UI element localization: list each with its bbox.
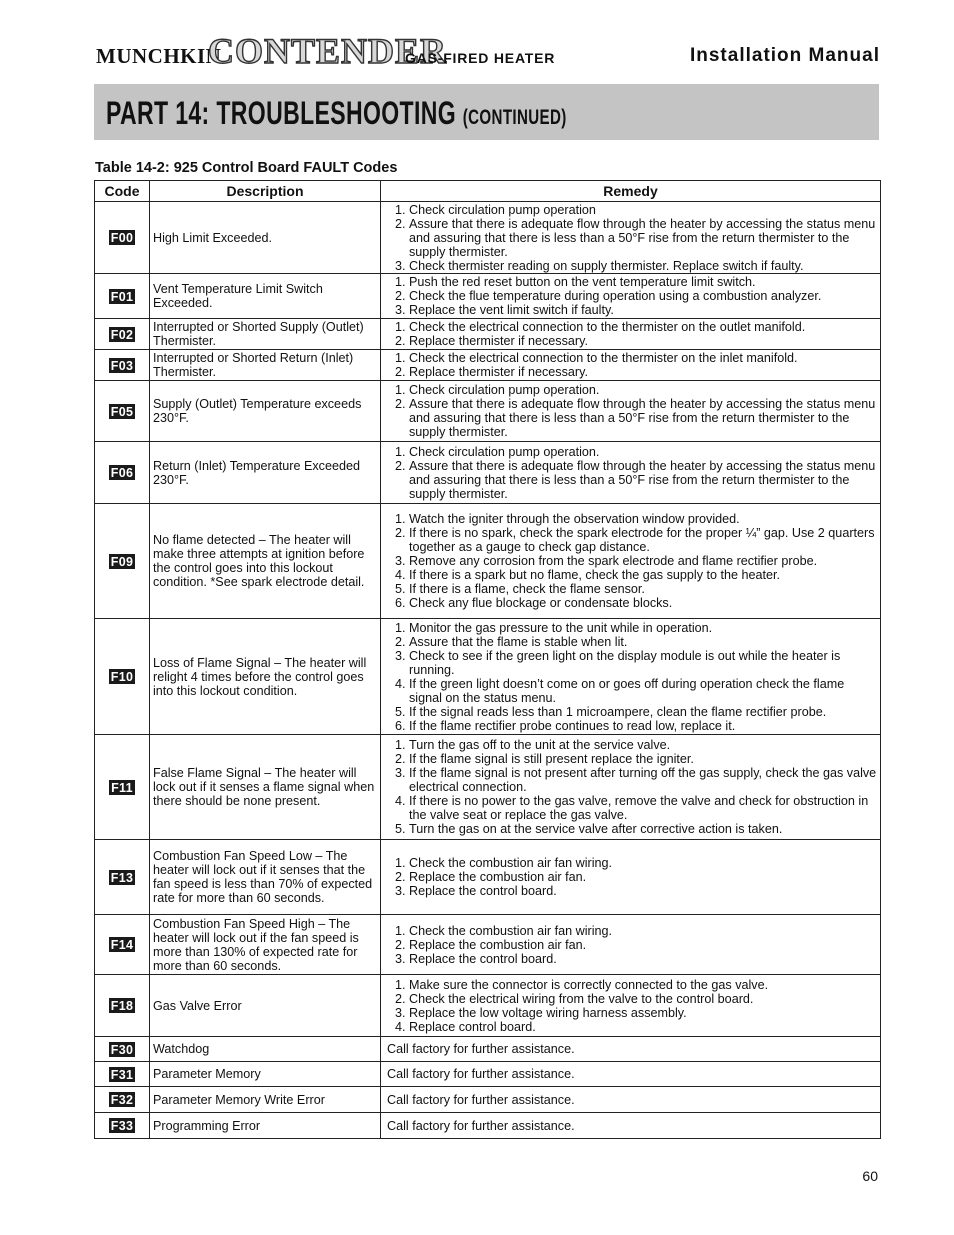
remedy-step: 2. Replace the combustion air fan.	[409, 938, 877, 952]
fault-code-badge: F03	[110, 358, 134, 373]
remedy-step: 2. If the flame signal is still present replace the igniter.	[409, 752, 877, 766]
fault-code-cell	[95, 1113, 150, 1139]
fault-code-cell	[95, 840, 150, 915]
table-row	[95, 619, 881, 735]
remedy-step: 3. Replace the control board.	[409, 952, 877, 966]
fault-codes-table	[94, 180, 881, 1139]
remedy-step: 2. Assure that there is adequate flow through the heater by accessing the status menu and assuring that there is less than a 50°F rise from the return thermister to the supply thermister.	[409, 217, 877, 259]
table-row	[95, 1087, 881, 1113]
fault-remedy	[381, 840, 881, 915]
remedy-steps	[384, 351, 877, 379]
fault-remedy	[381, 915, 881, 975]
fault-description: Programming Error	[150, 1113, 381, 1139]
remedy-step: 2. Replace the combustion air fan.	[409, 870, 877, 884]
section-title-suffix: (CONTINUED)	[462, 106, 567, 129]
remedy-step: 2. Assure that there is adequate flow through the heater by accessing the status menu and assuring that there is less than a 50°F rise from the return thermister to the supply thermister.	[409, 459, 877, 501]
remedy-step: 2. Check the electrical wiring from the valve to the control board.	[409, 992, 877, 1006]
remedy-step: 4. If there is no power to the gas valve, remove the valve and check for obstruction in the valve seat or replace the gas valve.	[409, 794, 877, 822]
fault-code-cell	[95, 975, 150, 1037]
fault-code-cell	[95, 1087, 150, 1113]
fault-description: Vent Temperature Limit Switch Exceeded.	[150, 274, 381, 319]
fault-description: Supply (Outlet) Temperature exceeds 230°F.	[150, 381, 381, 442]
remedy-steps	[384, 924, 877, 966]
fault-remedy	[381, 619, 881, 735]
fault-code-badge: F33	[110, 1119, 134, 1133]
remedy-steps	[384, 445, 877, 501]
fault-description: Loss of Flame Signal – The heater will relight 4 times before the control goes into this lockout condition.	[150, 619, 381, 735]
fault-remedy	[381, 274, 881, 319]
remedy-step: 1. Check circulation pump operation	[409, 203, 877, 217]
fault-description: Parameter Memory Write Error	[150, 1087, 381, 1113]
fault-remedy	[381, 202, 881, 274]
fault-description: Return (Inlet) Temperature Exceeded 230°F.	[150, 442, 381, 504]
remedy-step: 5. Turn the gas on at the service valve after corrective action is taken.	[409, 822, 877, 836]
table-row	[95, 975, 881, 1037]
table-row	[95, 504, 881, 619]
remedy-steps	[384, 856, 877, 898]
remedy-step: 3. Check to see if the green light on the display module is out while the heater is running.	[409, 649, 877, 677]
remedy-steps	[384, 383, 877, 439]
table-body	[95, 202, 881, 1139]
fault-code-badge: F06	[110, 466, 134, 480]
remedy-step: 1. Make sure the connector is correctly connected to the gas valve.	[409, 978, 877, 992]
page-number: 60	[862, 1168, 878, 1184]
fault-remedy: Call factory for further assistance.	[381, 1062, 881, 1087]
fault-remedy: Call factory for further assistance.	[381, 1087, 881, 1113]
table-row	[95, 319, 881, 350]
fault-description: Combustion Fan Speed Low – The heater will lock out if it senses that the fan speed is less than 70% of expected rate for more than 60 seconds.	[150, 840, 381, 915]
fault-description: Interrupted or Shorted Supply (Outlet) Thermister.	[150, 319, 381, 350]
table-row	[95, 350, 881, 381]
remedy-step: 4. If the green light doesn’t come on or goes off during operation check the flame signal on the status menu.	[409, 677, 877, 705]
remedy-step: 1. Check the combustion air fan wiring.	[409, 924, 877, 938]
fault-remedy	[381, 504, 881, 619]
fault-code-badge: F13	[110, 870, 134, 885]
remedy-step: 1. Check circulation pump operation.	[409, 445, 877, 459]
table-row	[95, 381, 881, 442]
manual-title: Installation Manual	[689, 45, 880, 66]
fault-code-cell	[95, 735, 150, 840]
table-row	[95, 1062, 881, 1087]
remedy-step: 1. Check the combustion air fan wiring.	[409, 856, 877, 870]
fault-code-cell	[95, 274, 150, 319]
fault-remedy: Call factory for further assistance.	[381, 1113, 881, 1139]
remedy-step: 6. If the flame rectifier probe continues to read low, replace it.	[409, 719, 877, 733]
fault-remedy	[381, 319, 881, 350]
table-header-row	[95, 181, 881, 202]
fault-remedy	[381, 442, 881, 504]
fault-description: Interrupted or Shorted Return (Inlet) Thermister.	[150, 350, 381, 381]
remedy-steps	[384, 203, 877, 273]
fault-description: Watchdog	[150, 1037, 381, 1062]
fault-code-badge: F18	[110, 999, 134, 1013]
brand-logo: MUNCHKIN	[96, 44, 222, 68]
remedy-step: 1. Turn the gas off to the unit at the service valve.	[409, 738, 877, 752]
remedy-step: 1. Check circulation pump operation.	[409, 383, 877, 397]
remedy-steps	[384, 978, 877, 1034]
section-title-main: PART 14: TROUBLESHOOTING	[106, 95, 456, 131]
fault-code-cell	[95, 619, 150, 735]
fault-code-cell	[95, 350, 150, 381]
remedy-step: 3. Replace the vent limit switch if faulty.	[409, 303, 877, 317]
page-header	[96, 30, 880, 72]
fault-description: Parameter Memory	[150, 1062, 381, 1087]
fault-code-badge: F11	[111, 780, 133, 795]
fault-code-badge: F32	[110, 1093, 134, 1107]
remedy-step: 3. Replace the control board.	[409, 884, 877, 898]
remedy-step: 2. Assure that there is adequate flow through the heater by accessing the status menu and assuring that there is less than a 50°F rise from the return thermister to the supply thermister.	[409, 397, 877, 439]
fault-code-badge: F00	[110, 231, 134, 245]
section-title	[106, 95, 567, 132]
fault-code-badge: F14	[110, 938, 134, 952]
remedy-step: 5. If there is a flame, check the flame sensor.	[409, 582, 877, 596]
fault-code-cell	[95, 915, 150, 975]
remedy-step: 1. Check the electrical connection to the thermister on the outlet manifold.	[409, 320, 877, 334]
remedy-step: 5. If the signal reads less than 1 microampere, clean the flame rectifier probe.	[409, 705, 877, 719]
remedy-step: 3. Remove any corrosion from the spark electrode and flame rectifier probe.	[409, 554, 877, 568]
table-row	[95, 735, 881, 840]
fault-code-cell	[95, 319, 150, 350]
remedy-step: 1. Push the red reset button on the vent temperature limit switch.	[409, 275, 877, 289]
remedy-step: 3. If the flame signal is not present after turning off the gas supply, check the gas valve electrical connection.	[409, 766, 877, 794]
fault-remedy	[381, 350, 881, 381]
remedy-step: 2. Assure that the flame is stable when lit.	[409, 635, 877, 649]
table-row	[95, 840, 881, 915]
remedy-step: 1. Watch the igniter through the observation window provided.	[409, 512, 877, 526]
fault-description: High Limit Exceeded.	[150, 202, 381, 274]
fault-description: False Flame Signal – The heater will lock out if it senses a flame signal when there should be none present.	[150, 735, 381, 840]
remedy-steps	[384, 621, 877, 733]
fault-remedy	[381, 735, 881, 840]
column-header-code: Code	[95, 181, 150, 202]
remedy-step: 2. Replace thermister if necessary.	[409, 365, 877, 379]
fault-code-badge: F01	[110, 289, 134, 304]
fault-description: Gas Valve Error	[150, 975, 381, 1037]
remedy-step: 1. Check the electrical connection to the thermister on the inlet manifold.	[409, 351, 877, 365]
column-header-remedy: Remedy	[381, 181, 881, 202]
fault-description: No flame detected – The heater will make three attempts at ignition before the control goes into this lockout condition. *See spark electrode detail.	[150, 504, 381, 619]
remedy-step: 2. If there is no spark, check the spark electrode for the proper ¼” gap. Use 2 quarters together as a gauge to check gap distance.	[409, 526, 877, 554]
remedy-steps	[384, 320, 877, 348]
remedy-step: 3. Check thermister reading on supply thermister. Replace switch if faulty.	[409, 259, 877, 273]
table-caption: Table 14-2: 925 Control Board FAULT Codes	[95, 160, 398, 176]
table-row	[95, 274, 881, 319]
table-row	[95, 442, 881, 504]
fault-code-badge: F05	[110, 404, 134, 419]
section-title-bar	[94, 84, 879, 140]
table-row	[95, 915, 881, 975]
fault-code-badge: F09	[110, 554, 134, 569]
contender-logo: CONTENDER	[208, 31, 448, 71]
remedy-step: 2. Replace thermister if necessary.	[409, 334, 877, 348]
remedy-steps	[384, 738, 877, 836]
remedy-step: 4. Replace control board.	[409, 1020, 877, 1034]
table-row	[95, 1037, 881, 1062]
fault-code-cell	[95, 202, 150, 274]
remedy-step: 1. Monitor the gas pressure to the unit while in operation.	[409, 621, 877, 635]
fault-description: Combustion Fan Speed High – The heater will lock out if the fan speed is more than 130% of expected rate for more than 60 seconds.	[150, 915, 381, 975]
fault-code-badge: F02	[110, 327, 134, 342]
fault-code-cell	[95, 1037, 150, 1062]
remedy-step: 2. Check the flue temperature during operation using a combustion analyzer.	[409, 289, 877, 303]
remedy-step: 3. Replace the low voltage wiring harness assembly.	[409, 1006, 877, 1020]
product-name: GAS-FIRED HEATER	[405, 50, 556, 66]
remedy-steps	[384, 275, 877, 317]
fault-remedy: Call factory for further assistance.	[381, 1037, 881, 1062]
table-row	[95, 1113, 881, 1139]
fault-code-cell	[95, 1062, 150, 1087]
column-header-description: Description	[150, 181, 381, 202]
fault-code-badge: F10	[110, 670, 134, 684]
fault-code-cell	[95, 381, 150, 442]
table-row	[95, 202, 881, 274]
fault-code-cell	[95, 442, 150, 504]
fault-code-badge: F30	[110, 1042, 134, 1057]
fault-code-badge: F31	[110, 1067, 134, 1082]
remedy-step: 6. Check any flue blockage or condensate blocks.	[409, 596, 877, 610]
fault-remedy	[381, 975, 881, 1037]
remedy-steps	[384, 512, 877, 610]
remedy-step: 4. If there is a spark but no flame, check the gas supply to the heater.	[409, 568, 877, 582]
fault-code-cell	[95, 504, 150, 619]
fault-remedy	[381, 381, 881, 442]
